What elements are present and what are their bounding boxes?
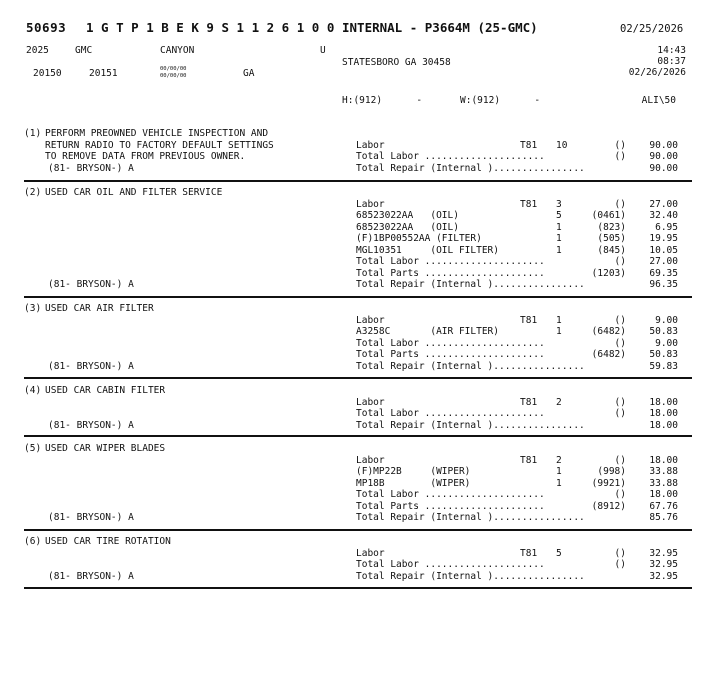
line-code: T81 bbox=[520, 198, 538, 210]
line-amount: 33.88 bbox=[649, 477, 678, 489]
section-divider bbox=[24, 377, 692, 379]
line-amount: 90.00 bbox=[649, 139, 678, 151]
operation-number: (5) bbox=[24, 443, 42, 454]
date-opened: 02/25/2026 bbox=[620, 23, 684, 35]
line-amount: 32.95 bbox=[649, 559, 678, 570]
line-reference: () bbox=[614, 489, 626, 500]
operation-number: (4) bbox=[24, 385, 42, 396]
line-amount: 27.00 bbox=[649, 198, 678, 210]
vin: 1 G T P 1 B E K 9 S 1 1 2 6 1 0 0 bbox=[86, 20, 335, 35]
technician: (81- BRYSON-) A bbox=[48, 162, 134, 174]
code-1: 20150 bbox=[33, 68, 62, 79]
line-label: Total Labor ..................... bbox=[356, 151, 545, 162]
line-reference: (6482) bbox=[591, 349, 626, 360]
line-reference: (998) bbox=[597, 466, 626, 477]
line-label: A3258C (AIR FILTER) bbox=[356, 326, 499, 337]
line-label: Total Parts ..................... bbox=[356, 500, 545, 512]
line-amount: 85.76 bbox=[649, 512, 678, 523]
line-code: T81 bbox=[520, 547, 538, 559]
line-reference: (8912) bbox=[591, 500, 626, 512]
line-label: MP18B (WIPER) bbox=[356, 477, 471, 489]
technician: (81- BRYSON-) A bbox=[48, 512, 134, 523]
operation-description: USED CAR TIRE ROTATION bbox=[45, 536, 171, 547]
operation-description: USED CAR AIR FILTER bbox=[45, 303, 154, 314]
line-quantity: 5 bbox=[556, 547, 562, 559]
vehicle-flag: U bbox=[320, 45, 326, 56]
customer-city: STATESBORO GA 30458 bbox=[342, 57, 451, 68]
advisor: ALI\50 bbox=[641, 95, 676, 106]
line-reference: () bbox=[614, 314, 626, 326]
line-amount: 69.35 bbox=[649, 267, 678, 279]
line-label: Total Labor ..................... bbox=[356, 256, 545, 267]
line-label: Labor bbox=[356, 314, 385, 326]
line-reference: () bbox=[614, 408, 626, 419]
line-code: T81 bbox=[520, 396, 538, 408]
line-label: Total Labor ..................... bbox=[356, 559, 545, 570]
line-amount: 90.00 bbox=[649, 151, 678, 162]
line-amount: 27.00 bbox=[649, 256, 678, 267]
line-quantity: 1 bbox=[556, 326, 562, 337]
line-quantity: 1 bbox=[556, 244, 562, 256]
line-label: Total Repair (Internal )................ bbox=[356, 162, 585, 174]
line-amount: 59.83 bbox=[649, 360, 678, 372]
line-amount: 18.00 bbox=[649, 396, 678, 408]
line-label: Total Labor ..................... bbox=[356, 489, 545, 500]
line-amount: 96.35 bbox=[649, 279, 678, 290]
line-amount: 50.83 bbox=[649, 326, 678, 337]
line-quantity: 1 bbox=[556, 477, 562, 489]
line-amount: 32.95 bbox=[649, 570, 678, 582]
small-date-2: 00/00/00 bbox=[160, 73, 187, 79]
line-reference: () bbox=[614, 139, 626, 151]
line-label: MGL10351 (OIL FILTER) bbox=[356, 244, 499, 256]
line-quantity: 1 bbox=[556, 466, 562, 477]
line-code: T81 bbox=[520, 314, 538, 326]
line-label: Labor bbox=[356, 454, 385, 466]
technician: (81- BRYSON-) A bbox=[48, 570, 134, 582]
line-quantity: 1 bbox=[556, 233, 562, 244]
line-amount: 6.95 bbox=[655, 221, 678, 233]
code-2: 20151 bbox=[89, 68, 118, 79]
line-reference: () bbox=[614, 151, 626, 162]
line-amount: 18.00 bbox=[649, 408, 678, 419]
line-reference: () bbox=[614, 256, 626, 267]
vehicle-make: GMC bbox=[75, 45, 93, 56]
document-title: INTERNAL - P3664M (25-GMC) bbox=[342, 20, 538, 35]
line-label: Total Repair (Internal )................ bbox=[356, 419, 585, 431]
line-amount: 32.40 bbox=[649, 210, 678, 221]
line-amount: 18.00 bbox=[649, 454, 678, 466]
line-label: Total Repair (Internal )................ bbox=[356, 570, 585, 582]
line-label: Total Repair (Internal )................ bbox=[356, 279, 585, 290]
line-amount: 18.00 bbox=[649, 419, 678, 431]
time-2: 08:37 bbox=[657, 56, 686, 67]
operation-number: (6) bbox=[24, 536, 42, 547]
small-date-1: 00/00/00 bbox=[160, 66, 187, 72]
line-amount: 9.00 bbox=[655, 337, 678, 349]
line-amount: 90.00 bbox=[649, 162, 678, 174]
vehicle-year: 2025 bbox=[26, 45, 49, 56]
line-quantity: 10 bbox=[556, 139, 568, 151]
line-label: (F)1BP00552AA (FILTER) bbox=[356, 233, 482, 244]
line-label: Total Repair (Internal )................ bbox=[356, 360, 585, 372]
technician: (81- BRYSON-) A bbox=[48, 279, 134, 290]
line-quantity: 1 bbox=[556, 314, 562, 326]
line-reference: (0461) bbox=[591, 210, 626, 221]
line-reference: (505) bbox=[597, 233, 626, 244]
line-label: Total Repair (Internal )................ bbox=[356, 512, 585, 523]
line-amount: 18.00 bbox=[649, 489, 678, 500]
customer-state: GA bbox=[243, 68, 255, 79]
technician: (81- BRYSON-) A bbox=[48, 360, 134, 372]
line-quantity: 2 bbox=[556, 396, 562, 408]
line-quantity: 2 bbox=[556, 454, 562, 466]
vehicle-model: CANYON bbox=[160, 45, 195, 56]
line-label: Total Parts ..................... bbox=[356, 267, 545, 279]
line-reference: (6482) bbox=[591, 326, 626, 337]
line-reference: () bbox=[614, 337, 626, 349]
time-1: 14:43 bbox=[657, 45, 686, 56]
line-amount: 10.05 bbox=[649, 244, 678, 256]
section-divider bbox=[24, 180, 692, 182]
line-reference: () bbox=[614, 547, 626, 559]
line-quantity: 3 bbox=[556, 198, 562, 210]
work-phone: W:(912) - bbox=[460, 95, 541, 106]
operation-number: (1) bbox=[24, 128, 42, 139]
line-amount: 32.95 bbox=[649, 547, 678, 559]
operation-description: USED CAR OIL AND FILTER SERVICE bbox=[45, 187, 223, 198]
line-reference: (1203) bbox=[591, 267, 626, 279]
line-reference: () bbox=[614, 559, 626, 570]
line-amount: 50.83 bbox=[649, 349, 678, 360]
section-divider bbox=[24, 296, 692, 298]
line-label: Total Labor ..................... bbox=[356, 337, 545, 349]
line-reference: (823) bbox=[597, 221, 626, 233]
operation-number: (3) bbox=[24, 303, 42, 314]
line-code: T81 bbox=[520, 454, 538, 466]
section-divider bbox=[24, 529, 692, 531]
ro-number: 50693 bbox=[26, 20, 67, 35]
date-closed: 02/26/2026 bbox=[628, 67, 686, 78]
line-label: Total Labor ..................... bbox=[356, 408, 545, 419]
line-label: Labor bbox=[356, 547, 385, 559]
line-label: 68523022AA (OIL) bbox=[356, 210, 459, 221]
line-reference: () bbox=[614, 396, 626, 408]
operation-description: USED CAR CABIN FILTER bbox=[45, 385, 166, 396]
line-quantity: 5 bbox=[556, 210, 562, 221]
line-amount: 67.76 bbox=[649, 500, 678, 512]
line-amount: 19.95 bbox=[649, 233, 678, 244]
operation-description: TO REMOVE DATA FROM PREVIOUS OWNER. bbox=[45, 151, 246, 162]
line-label: Labor bbox=[356, 139, 385, 151]
section-divider bbox=[24, 587, 692, 589]
operation-description: PERFORM PREOWNED VEHICLE INSPECTION AND bbox=[45, 128, 269, 139]
line-amount: 9.00 bbox=[655, 314, 678, 326]
line-label: 68523022AA (OIL) bbox=[356, 221, 459, 233]
operation-description: RETURN RADIO TO FACTORY DEFAULT SETTINGS bbox=[45, 139, 274, 151]
home-phone: H:(912) - bbox=[342, 95, 423, 106]
section-divider bbox=[24, 435, 692, 437]
technician: (81- BRYSON-) A bbox=[48, 419, 134, 431]
line-reference: (9921) bbox=[591, 477, 626, 489]
operation-description: USED CAR WIPER BLADES bbox=[45, 443, 166, 454]
line-amount: 33.88 bbox=[649, 466, 678, 477]
line-reference: () bbox=[614, 198, 626, 210]
operation-number: (2) bbox=[24, 187, 42, 198]
line-quantity: 1 bbox=[556, 221, 562, 233]
line-reference: () bbox=[614, 454, 626, 466]
line-reference: (845) bbox=[597, 244, 626, 256]
line-label: Labor bbox=[356, 198, 385, 210]
line-code: T81 bbox=[520, 139, 538, 151]
line-label: Total Parts ..................... bbox=[356, 349, 545, 360]
line-label: Labor bbox=[356, 396, 385, 408]
line-label: (F)MP22B (WIPER) bbox=[356, 466, 471, 477]
